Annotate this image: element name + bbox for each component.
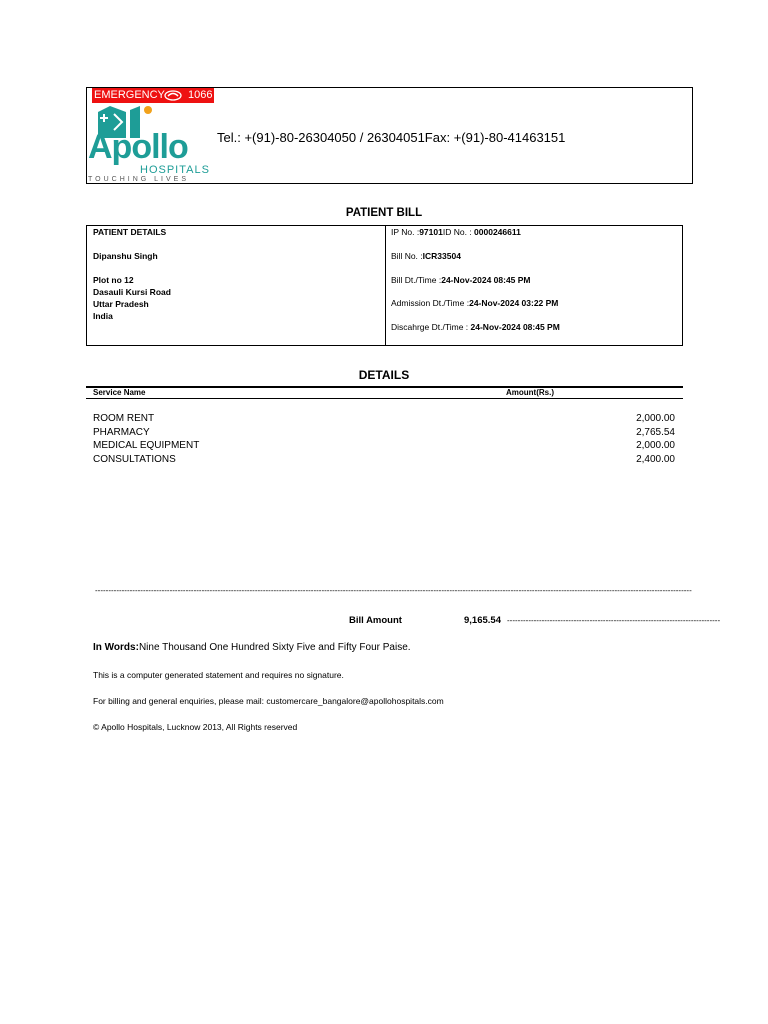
- phone-icon: [163, 90, 183, 101]
- ip-id-line: [391, 227, 521, 238]
- details-rule-bottom: [86, 398, 683, 399]
- bill-amount-label: Bill Amount: [349, 615, 402, 626]
- emergency-number: 1066: [188, 89, 213, 101]
- patient-details-label: PATIENT DETAILS: [93, 227, 167, 237]
- discharge-date-label: Discahrge Dt./Time :: [391, 322, 471, 332]
- apollo-logo-word: Apollo: [88, 128, 188, 166]
- bill-date-value: 24-Nov-2024 08:45 PM: [441, 275, 531, 285]
- patient-bill-title: PATIENT BILL: [345, 207, 423, 219]
- emergency-label: EMERGENCY: [94, 89, 165, 101]
- bill-no-line: [391, 251, 461, 262]
- discharge-date-line: [391, 322, 560, 333]
- address-line-3: Uttar Pradesh: [93, 299, 149, 309]
- id-label: ID No. :: [442, 227, 475, 237]
- admission-date-value: 24-Nov-2024 03:22 PM: [469, 298, 559, 308]
- address-line-1: Plot no 12: [93, 275, 134, 285]
- patient-box-divider: [385, 225, 386, 346]
- ip-value: 97101: [419, 227, 443, 237]
- bill-no-label: Bill No. :: [391, 251, 423, 261]
- id-value: 0000246611: [474, 227, 521, 237]
- enquiries-note: For billing and general enquiries, please mail: customercare_bangalore@apollohospitals.com: [93, 696, 444, 706]
- bill-no-value: ICR33504: [422, 251, 461, 261]
- column-header-service: Service Name: [93, 388, 146, 397]
- in-words-value: Nine Thousand One Hundred Sixty Five and Fifty Four Paise.: [138, 642, 411, 653]
- service-amount: 2,765.54: [636, 427, 675, 438]
- signature-note: This is a computer generated statement and requires no signature.: [93, 670, 344, 680]
- bill-date-line: [391, 275, 531, 286]
- bill-date-label: Bill Dt./Time :: [391, 275, 442, 285]
- admission-date-line: [391, 298, 558, 309]
- apollo-logo-sub: HOSPITALS: [140, 164, 210, 176]
- admission-date-label: Admission Dt./Time :: [391, 298, 470, 308]
- details-title: DETAILS: [358, 368, 410, 382]
- details-rule-top: [86, 386, 683, 388]
- ip-label: IP No. :: [391, 227, 420, 237]
- in-words-label: In Words:: [93, 642, 139, 653]
- bill-amount-dashes: --------------------------------------------------------------------------------: [507, 616, 721, 625]
- service-amount: 2,000.00: [636, 440, 675, 451]
- service-name: PHARMACY: [93, 427, 150, 438]
- discharge-date-value: 24-Nov-2024 08:45 PM: [470, 322, 560, 332]
- copyright-note: © Apollo Hospitals, Lucknow 2013, All Rights reserved: [93, 722, 298, 732]
- bill-amount-value: 9,165.54: [464, 615, 501, 626]
- patient-name: Dipanshu Singh: [93, 251, 158, 261]
- column-header-amount: Amount(Rs.): [506, 388, 554, 397]
- service-name: MEDICAL EQUIPMENT: [93, 440, 200, 451]
- amount-in-words: [93, 642, 411, 653]
- apollo-logo-tagline: TOUCHING LIVES: [88, 176, 189, 183]
- service-amount: 2,400.00: [636, 454, 675, 465]
- dashed-separator: --------------------------------------------------------------------------------------------------------------------------------------------------------------------------------------------------------------------------------: [95, 586, 692, 595]
- address-line-2: Dasauli Kursi Road: [93, 287, 171, 297]
- service-name: CONSULTATIONS: [93, 454, 176, 465]
- service-amount: 2,000.00: [636, 413, 675, 424]
- emergency-banner: [92, 88, 214, 103]
- contact-telephone: Tel.: +(91)-80-26304050 / 26304051Fax: +(91)-80-41463151: [217, 130, 566, 145]
- service-name: ROOM RENT: [93, 413, 155, 424]
- address-line-4: India: [93, 311, 113, 321]
